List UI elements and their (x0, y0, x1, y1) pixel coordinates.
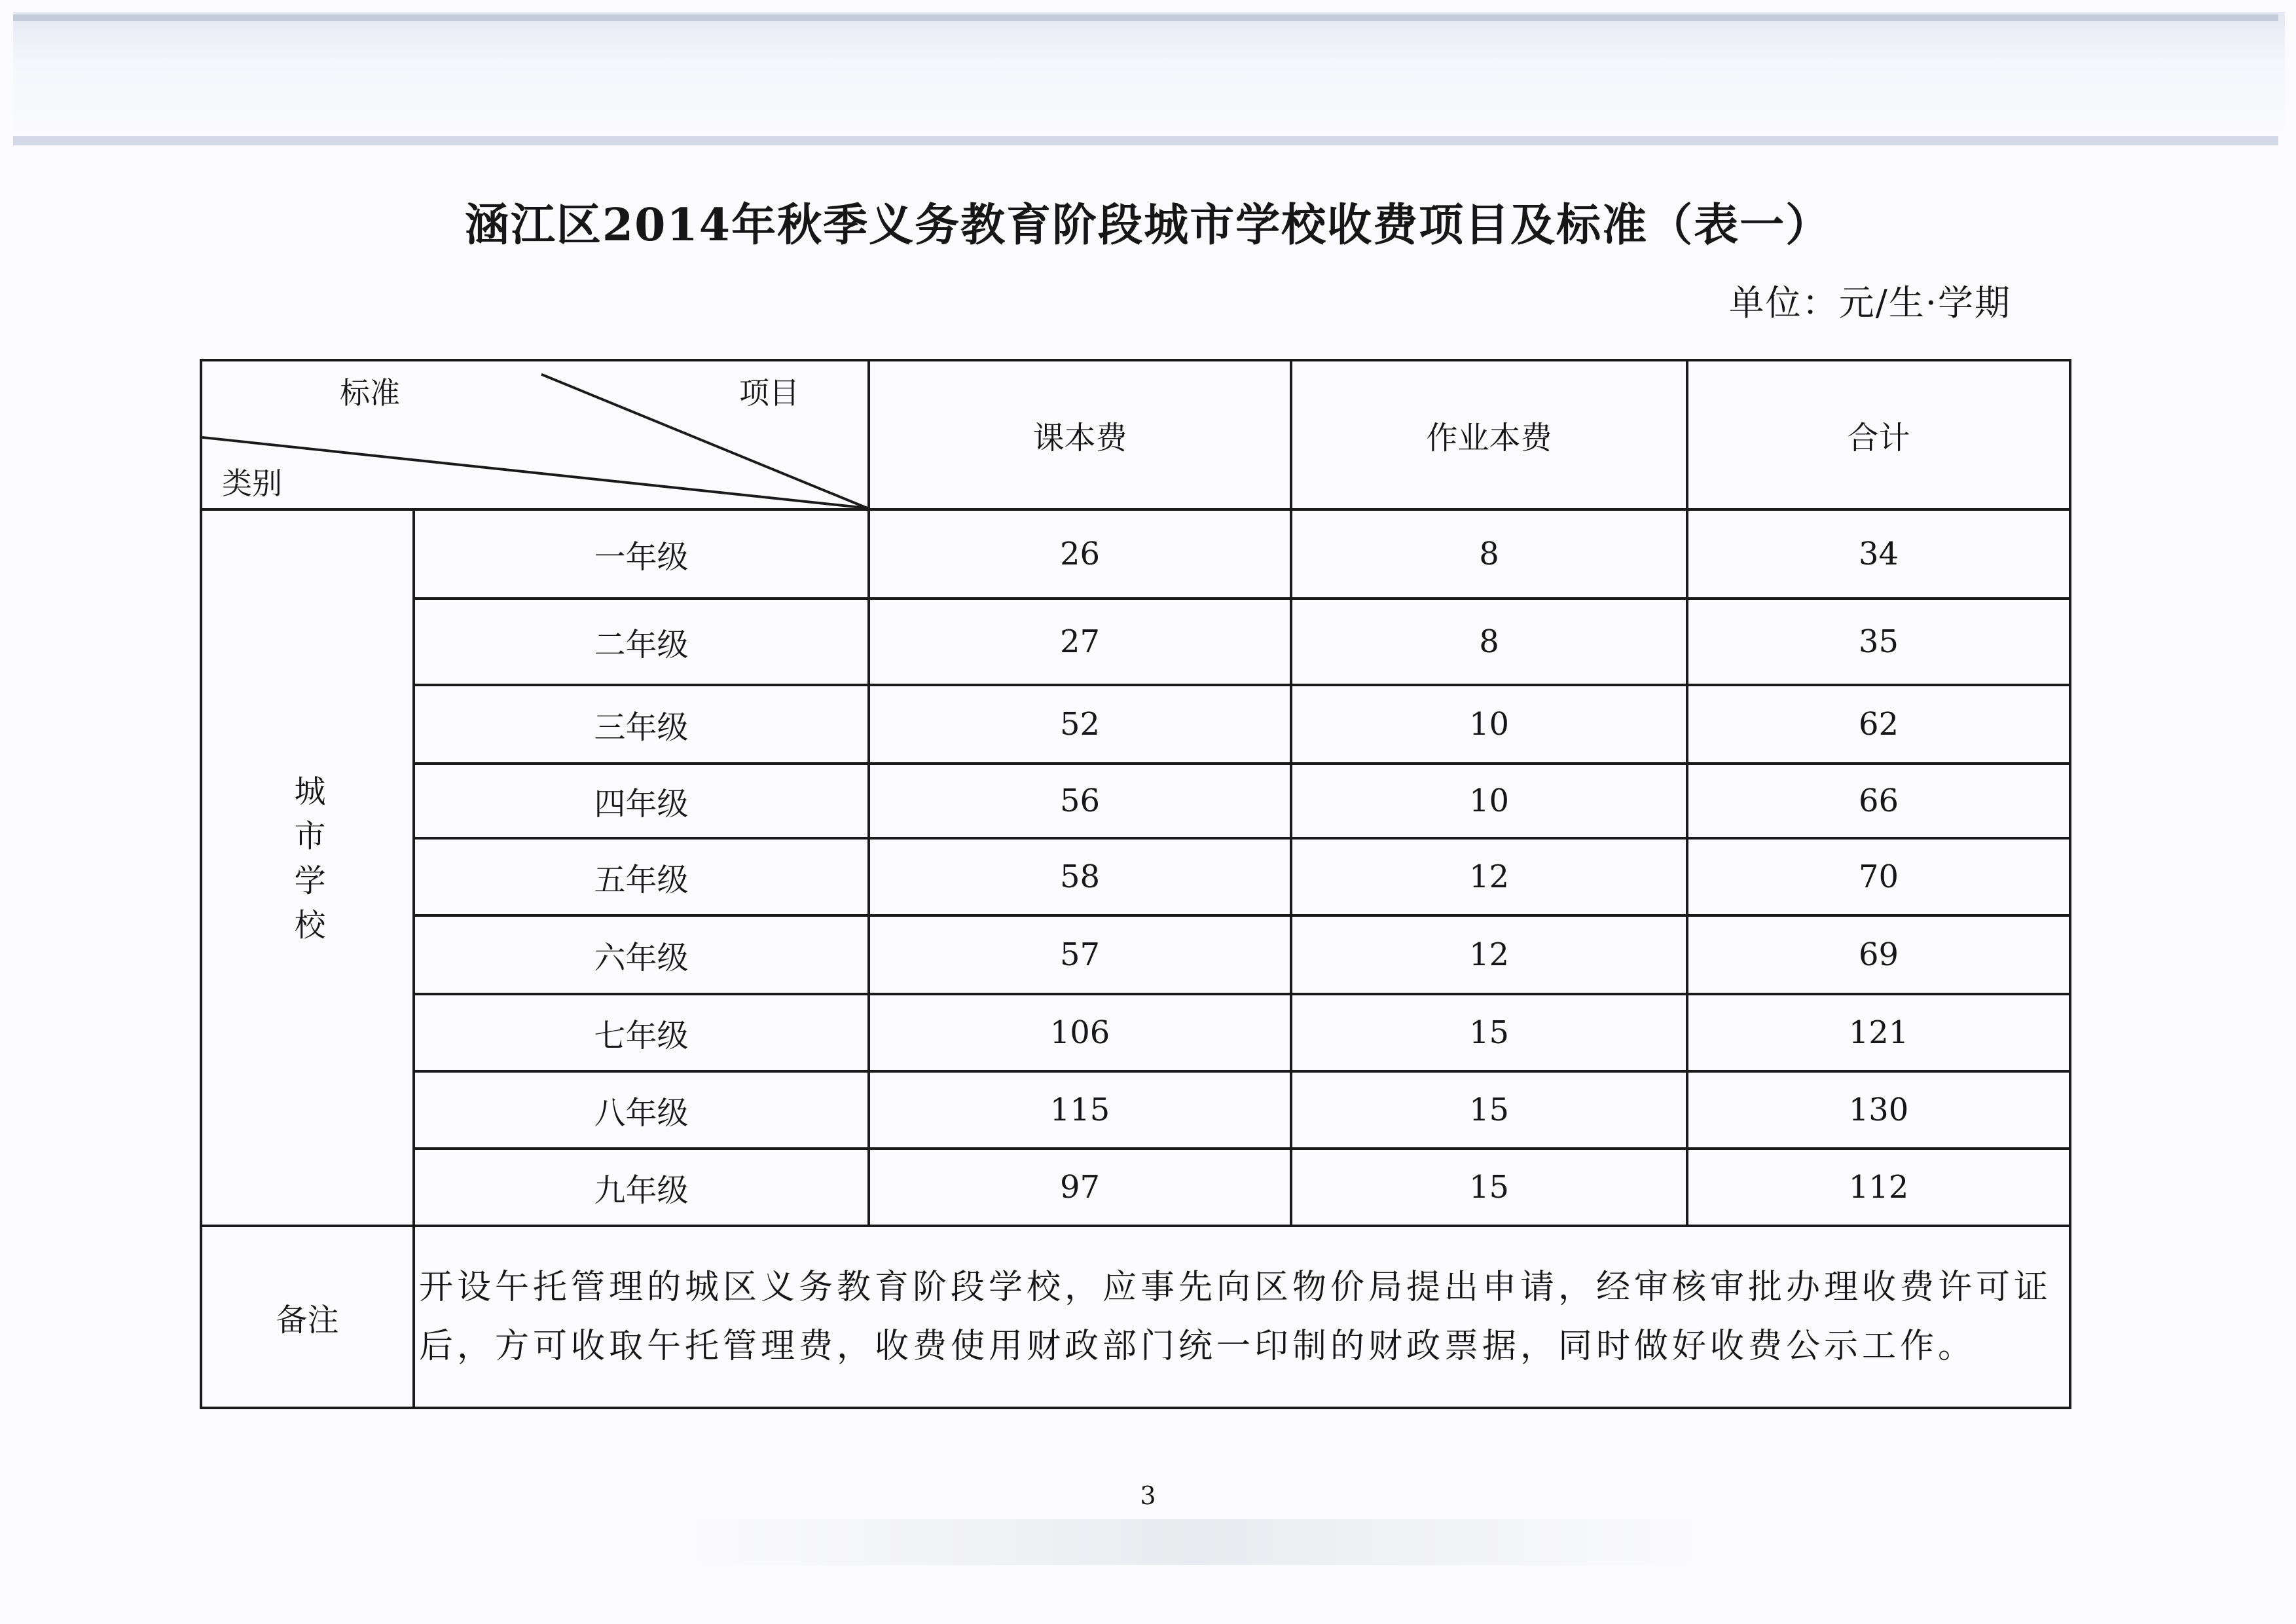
unit-note: 单位：元/生·学期 (1728, 282, 2011, 323)
total-cell: 121 (1687, 994, 2070, 1071)
workbook-fee-cell: 8 (1291, 599, 1687, 685)
scan-edge-line (13, 14, 2278, 21)
table-row (201, 764, 2070, 838)
table-row (201, 1149, 2070, 1226)
total-cell: 130 (1687, 1071, 2070, 1149)
table-row (201, 994, 2070, 1071)
table-row (201, 838, 2070, 915)
grade-cell: 二年级 (414, 599, 869, 685)
corner-label-category: 类别 (222, 466, 282, 501)
total-cell: 66 (1687, 764, 2070, 838)
scan-shadow (13, 12, 2285, 136)
remarks-label-cell: 备注 (201, 1226, 414, 1408)
fee-table (200, 359, 2071, 1409)
scan-fold-line (13, 136, 2278, 145)
table-row (201, 685, 2070, 764)
workbook-fee-cell: 12 (1291, 915, 1687, 994)
page-number: 3 (1140, 1481, 1156, 1510)
table-row (201, 915, 2070, 994)
remarks-row (201, 1226, 2070, 1408)
total-cell: 69 (1687, 915, 2070, 994)
header-row (201, 360, 2070, 509)
table-row (201, 509, 2070, 599)
textbook-fee-cell: 106 (869, 994, 1291, 1071)
textbook-fee-cell: 52 (869, 685, 1291, 764)
fee-table-container (200, 359, 2069, 1407)
table-row (201, 599, 2070, 685)
corner-label-standard: 标准 (340, 375, 400, 411)
grade-cell: 三年级 (414, 685, 869, 764)
header-textbook-fee: 课本费 (869, 360, 1291, 509)
bleed-through-artifact (687, 1519, 1702, 1565)
textbook-fee-cell: 56 (869, 764, 1291, 838)
textbook-fee-cell: 26 (869, 509, 1291, 599)
document-title: 涵江区2014年秋季义务教育阶段城市学校收费项目及标准（表一） (464, 199, 1832, 251)
workbook-fee-cell: 12 (1291, 838, 1687, 915)
textbook-fee-cell: 57 (869, 915, 1291, 994)
workbook-fee-cell: 10 (1291, 764, 1687, 838)
textbook-fee-cell: 97 (869, 1149, 1291, 1226)
header-workbook-fee: 作业本费 (1291, 360, 1687, 509)
remarks-text: 开设午托管理的城区义务教育阶段学校，应事先向区物价局提出申请，经审核审批办理收费许可证后，方可收取午托管理费，收费使用财政部门统一印制的财政票据，同时做好收费公示工作。 (414, 1226, 2070, 1408)
workbook-fee-cell: 15 (1291, 1071, 1687, 1149)
grade-cell: 六年级 (414, 915, 869, 994)
corner-header-cell (201, 360, 869, 509)
grade-cell: 九年级 (414, 1149, 869, 1226)
category-cell (201, 509, 414, 1226)
total-cell: 62 (1687, 685, 2070, 764)
grade-cell: 五年级 (414, 838, 869, 915)
table-row (201, 1071, 2070, 1149)
grade-cell: 八年级 (414, 1071, 869, 1149)
textbook-fee-cell: 27 (869, 599, 1291, 685)
textbook-fee-cell: 115 (869, 1071, 1291, 1149)
total-cell: 34 (1687, 509, 2070, 599)
header-total: 合计 (1687, 360, 2070, 509)
grade-cell: 四年级 (414, 764, 869, 838)
total-cell: 112 (1687, 1149, 2070, 1226)
category-label: 城市学校 (289, 775, 325, 953)
workbook-fee-cell: 15 (1291, 1149, 1687, 1226)
corner-label-item: 项目 (739, 375, 799, 411)
total-cell: 35 (1687, 599, 2070, 685)
workbook-fee-cell: 10 (1291, 685, 1687, 764)
workbook-fee-cell: 15 (1291, 994, 1687, 1071)
grade-cell: 一年级 (414, 509, 869, 599)
grade-cell: 七年级 (414, 994, 869, 1071)
total-cell: 70 (1687, 838, 2070, 915)
workbook-fee-cell: 8 (1291, 509, 1687, 599)
textbook-fee-cell: 58 (869, 838, 1291, 915)
